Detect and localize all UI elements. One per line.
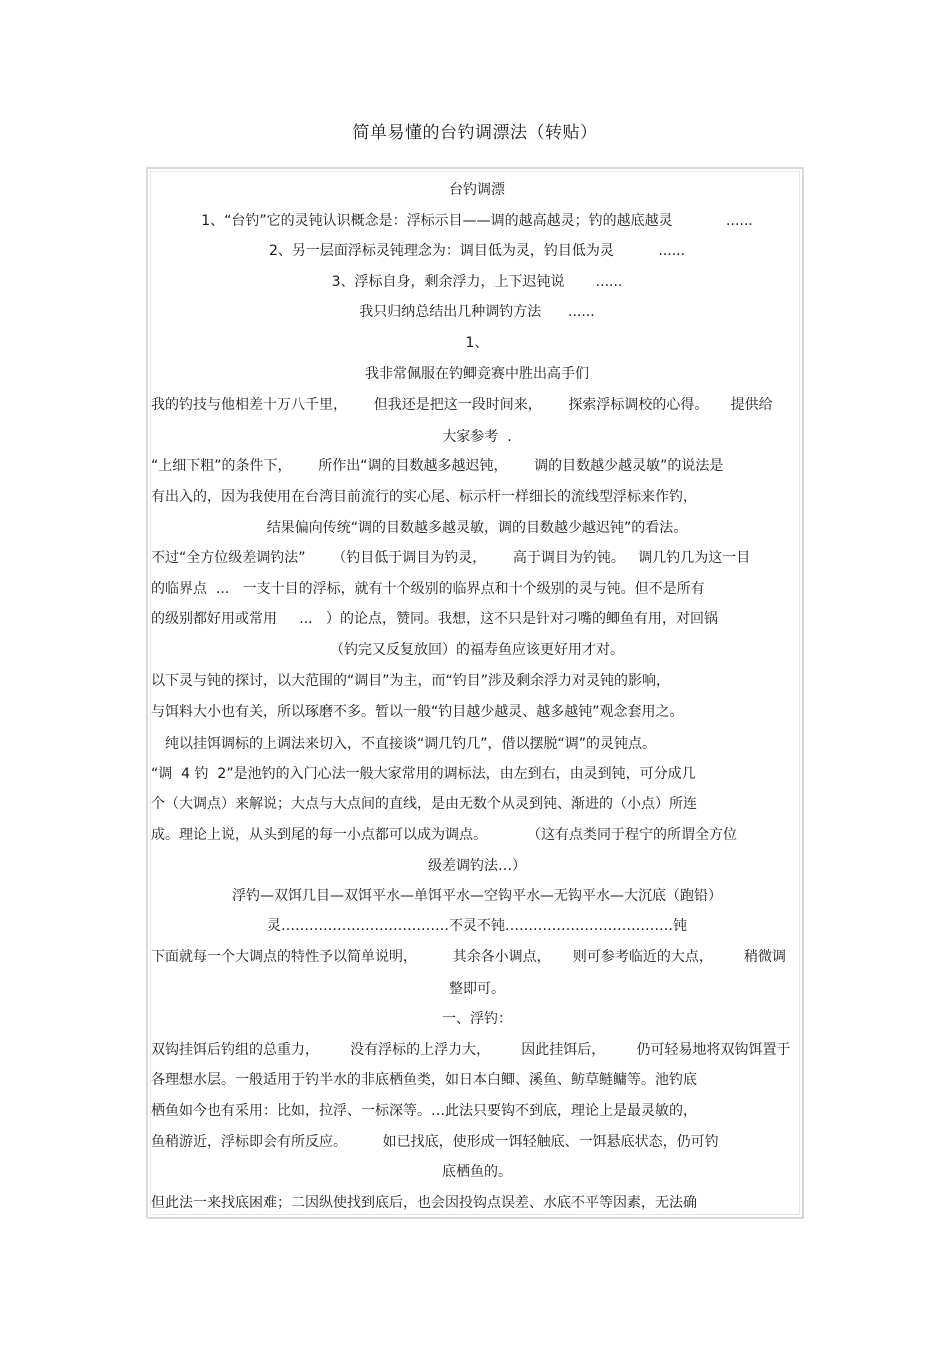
text-line: （钓完又反复放回）的福寿鱼应该更好用才对。 bbox=[330, 642, 624, 658]
text-line: 我非常佩服在钓鲫竞赛中胜出高手们 bbox=[365, 366, 589, 382]
text-line: 底栖鱼的。 bbox=[442, 1164, 512, 1180]
text-line: 结果偏向传统“调的目数越多越灵敏，调的目数越少越迟钝”的看法。 bbox=[266, 520, 688, 536]
text-line: 与饵料大小也有关，所以琢磨不多。暂以一般“钓目越少越灵、越多越钝”观念套用之。 bbox=[151, 704, 684, 720]
text-line: 1、 bbox=[465, 335, 489, 351]
text-line: 灵………………………………不灵不钝………………………………钝 bbox=[267, 918, 687, 934]
text-line: 浮钓—双饵几目—双饵平水—单饵平水—空钩平水—无钩平水—大沉底（跑铅） bbox=[232, 888, 722, 904]
text-line: “调 4 钓 2”是池钓的入门心法一般大家常用的调标法，由左到右，由灵到钝，可分成几 bbox=[151, 766, 696, 782]
page-title: 简单易懂的台钓调漂法（转贴） bbox=[352, 123, 598, 143]
text-line: 成。理论上说，从头到尾的每一小点都可以成为调点。 （这有点类同于程宁的所谓全方位 bbox=[151, 827, 738, 843]
text-line-heading: 台钓调漂 bbox=[449, 182, 505, 198]
section-heading: 一、浮钓： bbox=[442, 1011, 512, 1027]
text-line: 整即可。 bbox=[449, 981, 505, 997]
text-line: 不过“全方位级差调钓法” （钓目低于调目为钓灵， 高于调目为钓钝。 调几钓几为这一目 bbox=[151, 550, 751, 566]
text-line: 大家参考 . bbox=[442, 429, 512, 445]
content-frame bbox=[146, 167, 804, 1219]
text-line: 栖鱼如今也有采用：比如，拉浮、一标深等。…此法只要钩不到底，理论上是最灵敏的， bbox=[151, 1103, 697, 1119]
text-line: 各理想水层。一般适用于钓半水的非底栖鱼类，如日本白鲫、溪鱼、鲂草鲢鳙等。池钓底 bbox=[151, 1072, 697, 1088]
text-line: 个（大调点）来解说；大点与大点间的直线，是由无数个从灵到钝、渐进的（小点）所连 bbox=[151, 796, 697, 812]
text-line: 3、浮标自身，剩余浮力，上下迟钝说 ...... bbox=[331, 274, 623, 290]
text-line: 的临界点 ... 一支十目的浮标，就有十个级别的临界点和十个级别的灵与钝。但不是所有 bbox=[151, 581, 705, 597]
text-line: 双钩挂饵后钓组的总重力， 没有浮标的上浮力大， 因此挂饵后， 仍可轻易地将双钩饵置于 bbox=[151, 1042, 791, 1058]
text-line: 有出入的，因为我使用在台湾目前流行的实心尾、标示杆一样细长的流线型浮标来作钓， bbox=[151, 489, 697, 505]
text-line: 纯以挂饵调标的上调法来切入，不直接谈“调几钓几”，借以摆脱“调”的灵钝点。 bbox=[165, 736, 657, 752]
text-line: 1、“台钓”它的灵钝认识概念是：浮标示目——调的越高越灵；钓的越底越灵 ...... bbox=[201, 213, 753, 229]
text-line: 下面就每一个大调点的特性予以简单说明， 其余各小调点， 则可参考临近的大点， 稍微调 bbox=[151, 949, 787, 965]
text-line: 但此法一来找底困难；二因纵使找到底后，也会因投钩点误差、水底不平等因素，无法确 bbox=[151, 1195, 697, 1211]
text-line: 鱼稍游近，浮标即会有所反应。 如已找底，使形成一饵轻触底、一饵悬底状态，仍可钓 bbox=[151, 1134, 719, 1150]
text-line: 我只归纳总结出几种调钓方法 ...... bbox=[359, 304, 595, 320]
text-line: 我的钓技与他相差十万八千里， 但我还是把这一段时间来， 探索浮标调校的心得。 提供给 bbox=[151, 397, 773, 413]
text-line: “上细下粗”的条件下， 所作出“调的目数越多越迟钝， 调的目数越少越灵敏”的说法是 bbox=[151, 458, 724, 474]
text-line: 以下灵与钝的探讨，以大范围的“调目”为主，而“钓目”涉及剩余浮力对灵钝的影响， bbox=[151, 673, 671, 689]
text-line: 的级别都好用或常用 ... ）的论点，赞同。我想，这不只是针对刁嘴的鲫鱼有用，对回锅 bbox=[151, 611, 718, 627]
text-line: 2、另一层面浮标灵钝理念为：调目低为灵，钓目低为灵 ...... bbox=[268, 243, 686, 259]
text-line: 级差调钓法…） bbox=[428, 858, 526, 874]
